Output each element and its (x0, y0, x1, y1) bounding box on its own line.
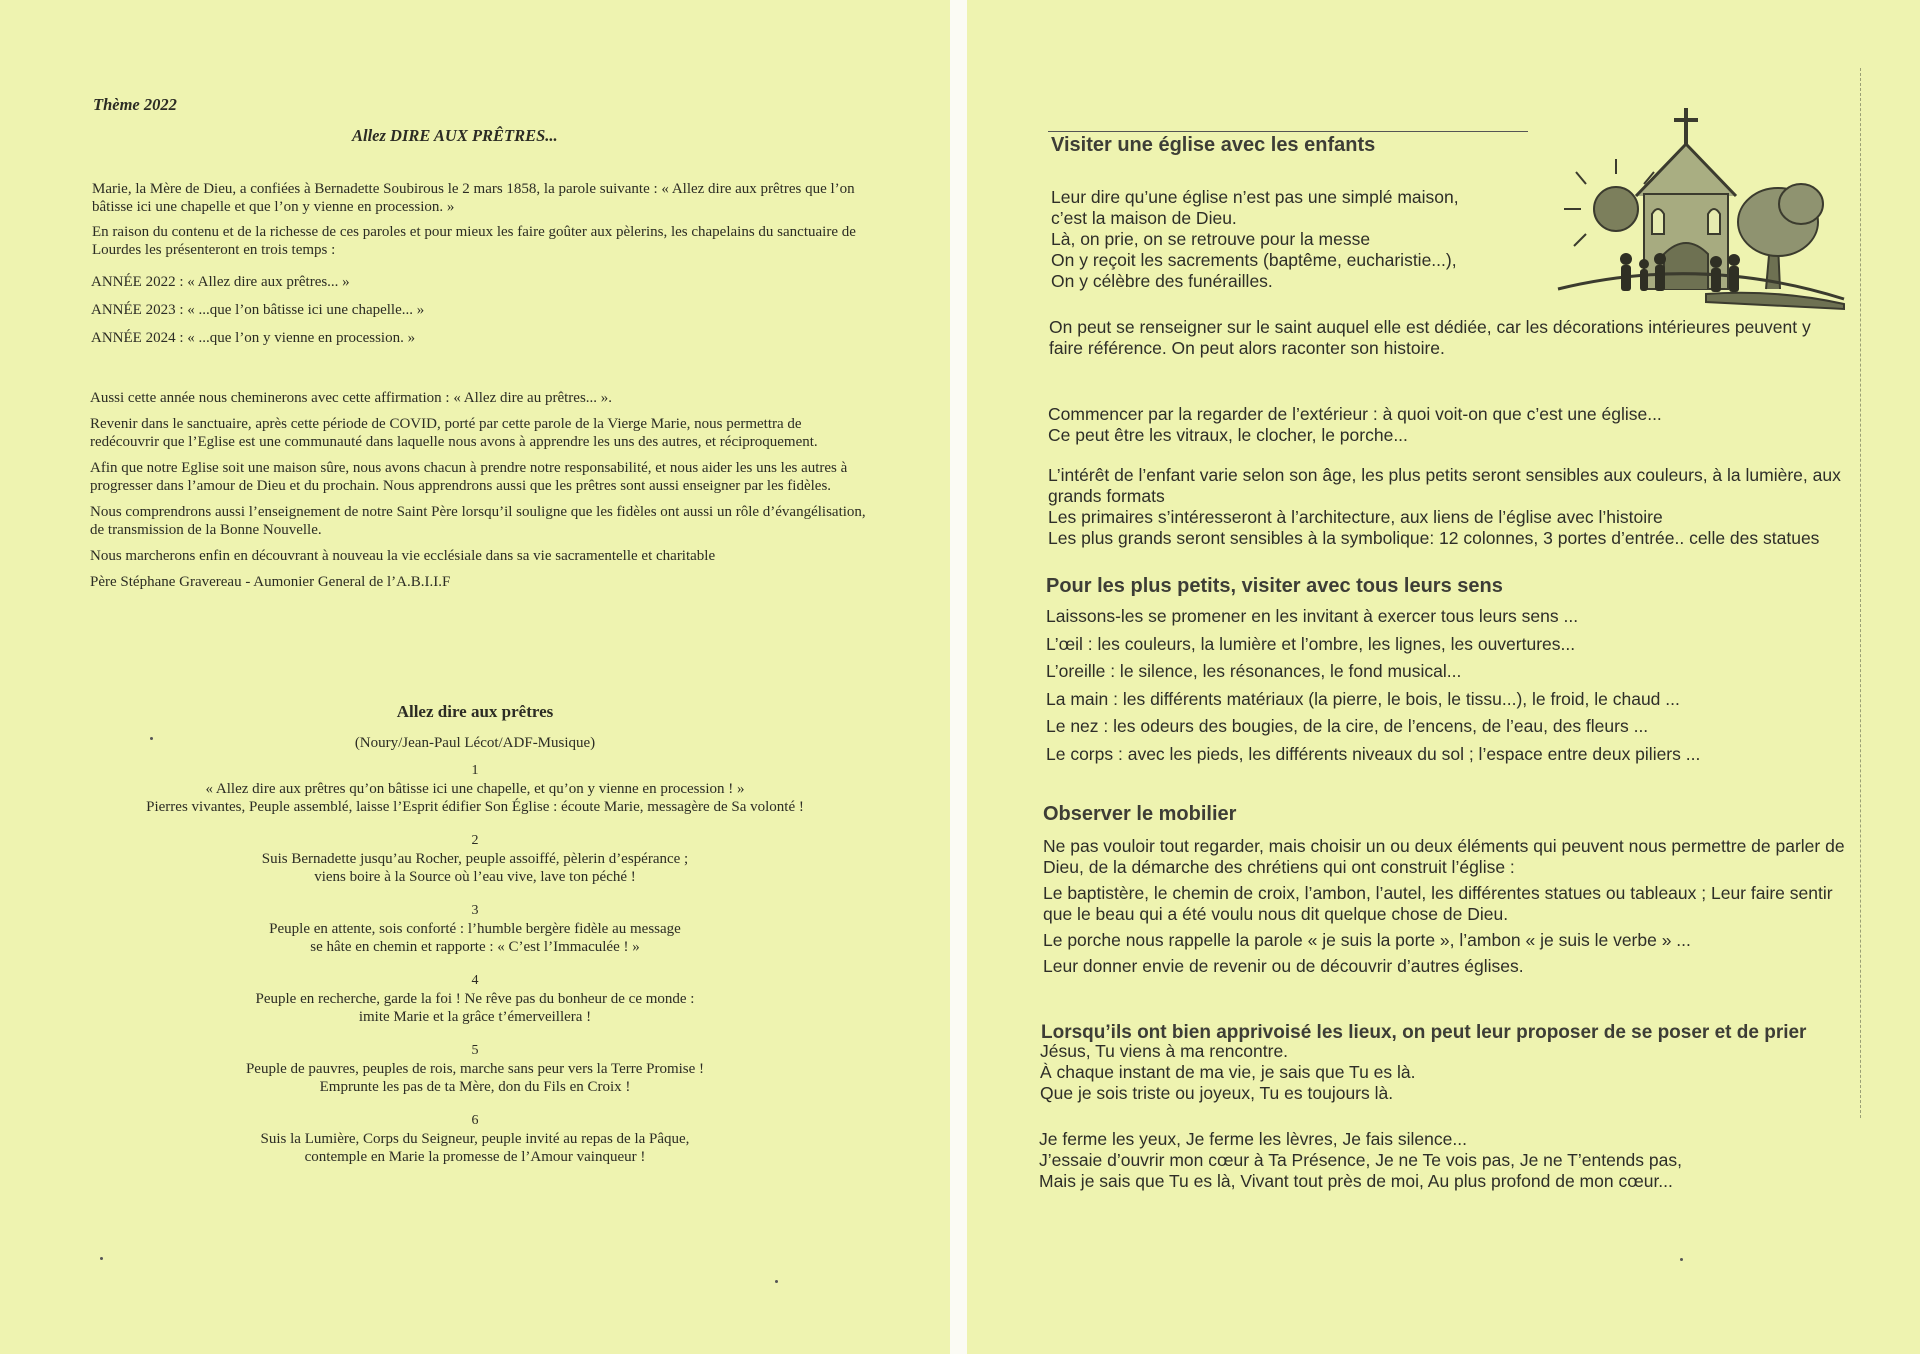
list-item: Le nez : les odeurs des bougies, de la cire, de l’encens, de l’eau, des fleurs ... (1046, 716, 1649, 736)
body-paragraph: Nous marcherons enfin en découvrant à nouveau la vie ecclésiale dans sa vie sacramentelle et charitable (90, 548, 716, 564)
sun-icon (1564, 159, 1654, 246)
signature: Père Stéphane Gravereau - Aumonier General de l’A.B.I.I.F (90, 574, 451, 590)
section-title: Observer le mobilier (1043, 803, 1237, 825)
list-item: La main : les différents matériaux (la pierre, le bois, le tissu...), le froid, le chaud ... (1046, 688, 1680, 709)
year-item: ANNÉE 2024 : « ...que l’on y vienne en procession. » (91, 330, 416, 346)
verse-line: Pierres vivantes, Peuple assemblé, laisse l’Esprit édifier Son Église : écoute Marie, messagère de Sa volonté ! (146, 799, 804, 815)
verse-line: Suis Bernadette jusqu’au Rocher, peuple assoiffé, pèlerin d’espérance ; (261, 851, 689, 867)
verse-line: Suis la Lumière, Corps du Seigneur, peuple invité au repas de la Pâque, (260, 1131, 690, 1147)
text-line: Commencer par la regarder de l’extérieur : à quoi voit-on que c’est une église... (1048, 404, 1662, 424)
text-paragraph: On peut se renseigner sur le saint auquel elle est dédiée, car les décorations intérieures peuvent y faire référence. On peut alors raconter son histoire. (1049, 317, 1811, 358)
text-line: On y reçoit les sacrements (baptême, eucharistie...), (1051, 250, 1457, 270)
text-line: On y célèbre des funérailles. (1051, 271, 1273, 291)
text-line: c’est la maison de Dieu. (1051, 208, 1237, 228)
verse-line: Peuple de pauvres, peuples de rois, marche sans peur vers la Terre Promise ! (245, 1061, 705, 1077)
verse-number: 6 (471, 1113, 479, 1128)
body-paragraph: Nous comprendrons aussi l’enseignement de notre Saint Père lorsqu’il souligne que les fidèles ont aussi un rôle d’évangélisation, de transmission de la Bonne Nouvelle. (90, 504, 866, 538)
body-paragraph: Revenir dans le sanctuaire, après cette période de COVID, porté par cette parole de la Vierge Marie, nous permettra de redécouvrir que l’Eglise est une communauté dans laquelle nous avons à apprendre les uns des autres, et réciproquement. (90, 416, 818, 450)
intro-text (92, 180, 872, 266)
section-title: Lorsqu’ils ont bien apprivoisé les lieux, on peut leur proposer de se poser et de prier (1041, 1022, 1807, 1043)
section-text (1048, 404, 1848, 446)
song-credit: (Noury/Jean-Paul Lécot/ADF-Musique) (354, 735, 596, 751)
verse (0, 1042, 950, 1096)
scan-speck (1680, 1258, 1683, 1261)
list-item: L’oreille : le silence, les résonances, le fond musical... (1046, 661, 1462, 681)
section-text (1049, 317, 1849, 359)
verse (0, 832, 950, 886)
verse-number: 4 (471, 973, 479, 988)
text-paragraph: Leur donner envie de revenir ou de découvrir d’autres églises. (1043, 956, 1524, 976)
list-item: Le corps : avec les pieds, les différents niveaux du sol ; l’espace entre deux piliers ... (1046, 743, 1701, 764)
verse-number: 2 (471, 833, 479, 848)
prayer-line: J’essaie d’ouvrir mon cœur à Ta Présence, Je ne Te vois pas, Je ne T’entends pas, (1039, 1150, 1682, 1170)
verse (0, 762, 950, 816)
scan-speck (775, 1280, 778, 1283)
text-paragraph: Le baptistère, le chemin de croix, l’ambon, l’autel, les différentes statues ou tableaux ; Leur faire sentir que le beau qui a été voulu nous dit quelque chose de Dieu. (1043, 883, 1833, 924)
verse-number: 3 (471, 903, 479, 918)
section-title: Visiter une église avec les enfants (1051, 134, 1376, 156)
intro-paragraph: Marie, la Mère de Dieu, a confiées à Bernadette Soubirous le 2 mars 1858, la parole suivante : « Allez dire aux prêtres que l’on bâtisse ici une chapelle et que l’on y vienne en procession. » (92, 181, 855, 215)
section-text (1043, 836, 1863, 982)
scan-speck (100, 1257, 103, 1260)
prayer-text (1040, 1041, 1860, 1104)
text-line: L’intérêt de l’enfant varie selon son âge, les plus petits seront sensibles aux couleurs, à la lumière, aux grands formats (1048, 465, 1841, 506)
section-title: Pour les plus petits, visiter avec tous leurs sens (1046, 575, 1503, 597)
verse (0, 902, 950, 956)
year-item: ANNÉE 2023 : « ...que l’on bâtisse ici une chapelle... » (91, 302, 425, 318)
text-line: Les primaires s’intéresseront à l’architecture, aux liens de l’église avec l’histoire (1048, 507, 1663, 527)
section-text (1048, 465, 1898, 549)
text-paragraph: Le porche nous rappelle la parole « je suis la porte », l’ambon « je suis le verbe » ... (1043, 930, 1691, 950)
verse-number: 5 (471, 1043, 479, 1058)
verse-line: se hâte en chemin et rapporte : « C’est l’Immaculée ! » (310, 939, 640, 955)
body-paragraph: Aussi cette année nous cheminerons avec cette affirmation : « Allez dire au prêtres... ». (90, 390, 613, 406)
verse-number: 1 (471, 763, 479, 778)
headline: Allez DIRE AUX PRÊTRES... (352, 126, 558, 145)
section-text (1051, 187, 1571, 292)
intro-paragraph: En raison du contenu et de la richesse de ces paroles et pour mieux les faire goûter aux pèlerins, les chapelains du sanctuaire de Lourdes les présenteront en trois temps : (92, 224, 856, 258)
scan-speck (150, 737, 153, 740)
verse-line: contemple en Marie la promesse de l’Amour vainqueur ! (304, 1149, 646, 1165)
list-item: Laissons-les se promener en les invitant à exercer tous leurs sens ... (1046, 606, 1579, 626)
verse-line: Emprunte les pas de ta Mère, don du Fils en Croix ! (319, 1079, 631, 1095)
title-rule (1048, 131, 1528, 132)
song-verses (0, 762, 950, 1182)
verse-line: imite Marie et la grâce t’émerveillera ! (358, 1009, 592, 1025)
text-line: Ce peut être les vitraux, le clocher, le porche... (1048, 425, 1408, 445)
verse (0, 1112, 950, 1166)
verse-line: Peuple en attente, sois conforté : l’humble bergère fidèle au message (269, 921, 681, 937)
church-illustration (1556, 104, 1846, 314)
verse-line: « Allez dire aux prêtres qu’on bâtisse ici une chapelle, et qu’on y vienne en procession ! » (205, 781, 745, 797)
senses-list (1046, 606, 1866, 771)
prayer-line: Jésus, Tu viens à ma rencontre. (1040, 1041, 1289, 1061)
verse (0, 972, 950, 1026)
year-list (91, 273, 424, 357)
prayer-line: Mais je sais que Tu es là, Vivant tout près de moi, Au plus profond de mon cœur... (1039, 1171, 1673, 1191)
list-item: L’œil : les couleurs, la lumière et l’ombre, les lignes, les ouvertures... (1046, 633, 1576, 654)
theme-label: Thème 2022 (93, 95, 177, 114)
text-line: Leur dire qu’une église n’est pas une simplé maison, (1051, 187, 1459, 207)
page-gutter (950, 0, 967, 1354)
verse-line: Peuple en recherche, garde la foi ! Ne rêve pas du bonheur de ce monde : (255, 991, 695, 1007)
verse-line: viens boire à la Source où l’eau vive, lave ton péché ! (314, 869, 636, 885)
text-paragraph: Ne pas vouloir tout regarder, mais choisir un ou deux éléments qui peuvent nous permettre de parler de Dieu, de la démarche des chrétiens qui ont construit l’église : (1043, 836, 1845, 877)
prayer-text (1039, 1129, 1889, 1192)
text-line: Les plus grands seront sensibles à la symbolique: 12 colonnes, 3 portes d’entrée.. celle des statues (1048, 528, 1820, 548)
body-text (90, 389, 870, 599)
body-paragraph: Afin que notre Eglise soit une maison sûre, nous avons chacun à prendre notre responsabilité, et nous aider les uns les autres à progresser dans l’amour de Dieu et du prochain. Nous apprendrons aussi que les prêtres sont aussi enseigner par les fidèles. (90, 460, 848, 494)
prayer-line: Que je sois triste ou joyeux, Tu es toujours là. (1040, 1083, 1394, 1103)
year-item: ANNÉE 2022 : « Allez dire aux prêtres... » (91, 274, 350, 290)
text-line: Là, on prie, on se retrouve pour la messe (1051, 229, 1371, 249)
prayer-line: Je ferme les yeux, Je ferme les lèvres, Je fais silence... (1039, 1129, 1467, 1149)
song-title: Allez dire aux prêtres (396, 702, 554, 721)
prayer-line: À chaque instant de ma vie, je sais que Tu es là. (1040, 1062, 1416, 1082)
